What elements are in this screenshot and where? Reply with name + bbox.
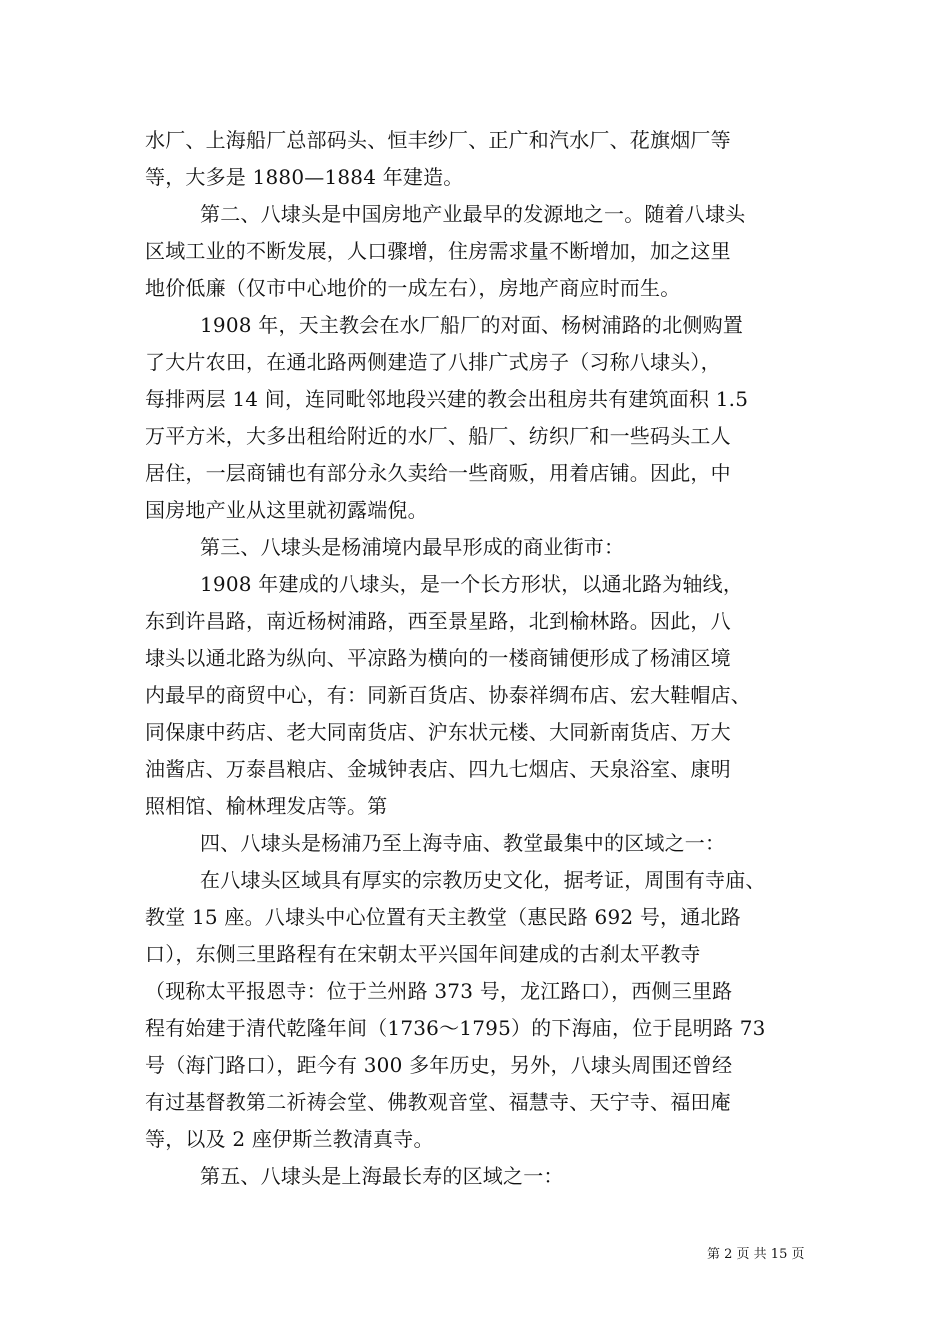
text-line: 号（海门路口），距今有 300 多年历史，另外，八埭头周围还曾经	[145, 1053, 733, 1077]
section-heading: 四、八埭头是杨浦乃至上海寺庙、教堂最集中的区域之一：	[200, 831, 726, 855]
paragraph-start: 第二、八埭头是中国房地产业最早的发源地之一。随着八埭头	[200, 202, 746, 226]
paragraph-start: 1908 年建成的八埭头，是一个长方形状，以通北路为轴线，	[200, 572, 744, 596]
text-line: 教堂 15 座。八埭头中心位置有天主教堂（惠民路 692 号，通北路	[145, 905, 741, 929]
text-line: 东到许昌路，南近杨树浦路，西至景星路，北到榆林路。因此，八	[145, 609, 731, 633]
paragraph-start: 在八埭头区域具有厚实的宗教历史文化，据考证，周围有寺庙、	[200, 868, 766, 892]
text-line: 万平方米，大多出租给附近的水厂、船厂、纺织厂和一些码头工人	[145, 424, 731, 448]
text-line: 口），东侧三里路程有在宋朝太平兴国年间建成的古刹太平教寺	[145, 942, 701, 966]
text-line: 照相馆、榆林理发店等。第	[145, 794, 388, 818]
text-line: （现称太平报恩寺：位于兰州路 373 号，龙江路口），西侧三里路	[145, 979, 733, 1003]
text-line: 地价低廉（仅市中心地价的一成左右），房地产商应时而生。	[145, 276, 681, 300]
text-line: 内最早的商贸中心，有：同新百货店、协泰祥绸布店、宏大鞋帽店、	[145, 683, 751, 707]
text-line: 同保康中药店、老大同南货店、沪东状元楼、大同新南货店、万大	[145, 720, 731, 744]
text-line: 等，以及 2 座伊斯兰教清真寺。	[145, 1127, 434, 1151]
text-line: 居住，一层商铺也有部分永久卖给一些商贩，用着店铺。因此，中	[145, 461, 731, 485]
text-line: 有过基督教第二祈祷会堂、佛教观音堂、福慧寺、天宁寺、福田庵	[145, 1090, 731, 1114]
text-line: 了大片农田，在通北路两侧建造了八排广式房子（习称八埭头），	[145, 350, 721, 374]
text-line: 埭头以通北路为纵向、平凉路为横向的一楼商铺便形成了杨浦区境	[145, 646, 731, 670]
text-line: 国房地产业从这里就初露端倪。	[145, 498, 428, 522]
text-line: 程有始建于清代乾隆年间（1736～1795）的下海庙，位于昆明路 73	[145, 1016, 766, 1040]
text-line: 每排两层 14 间，连同毗邻地段兴建的教会出租房共有建筑面积 1.5	[145, 387, 749, 411]
section-heading: 第三、八埭头是杨浦境内最早形成的商业街市：	[200, 535, 625, 559]
page-number: 第 2 页 共 15 页	[707, 1247, 805, 1262]
section-heading: 第五、八埭头是上海最长寿的区域之一：	[200, 1164, 564, 1188]
paragraph-start: 1908 年，天主教会在水厂船厂的对面、杨树浦路的北侧购置	[200, 313, 744, 337]
text-line: 等，大多是 1880—1884 年建造。	[145, 165, 464, 189]
text-line: 区域工业的不断发展，人口骤增，住房需求量不断增加，加之这里	[145, 239, 731, 263]
text-line: 水厂、上海船厂总部码头、恒丰纱厂、正广和汽水厂、花旗烟厂等	[145, 128, 731, 152]
text-line: 油酱店、万泰昌粮店、金城钟表店、四九七烟店、天泉浴室、康明	[145, 757, 731, 781]
